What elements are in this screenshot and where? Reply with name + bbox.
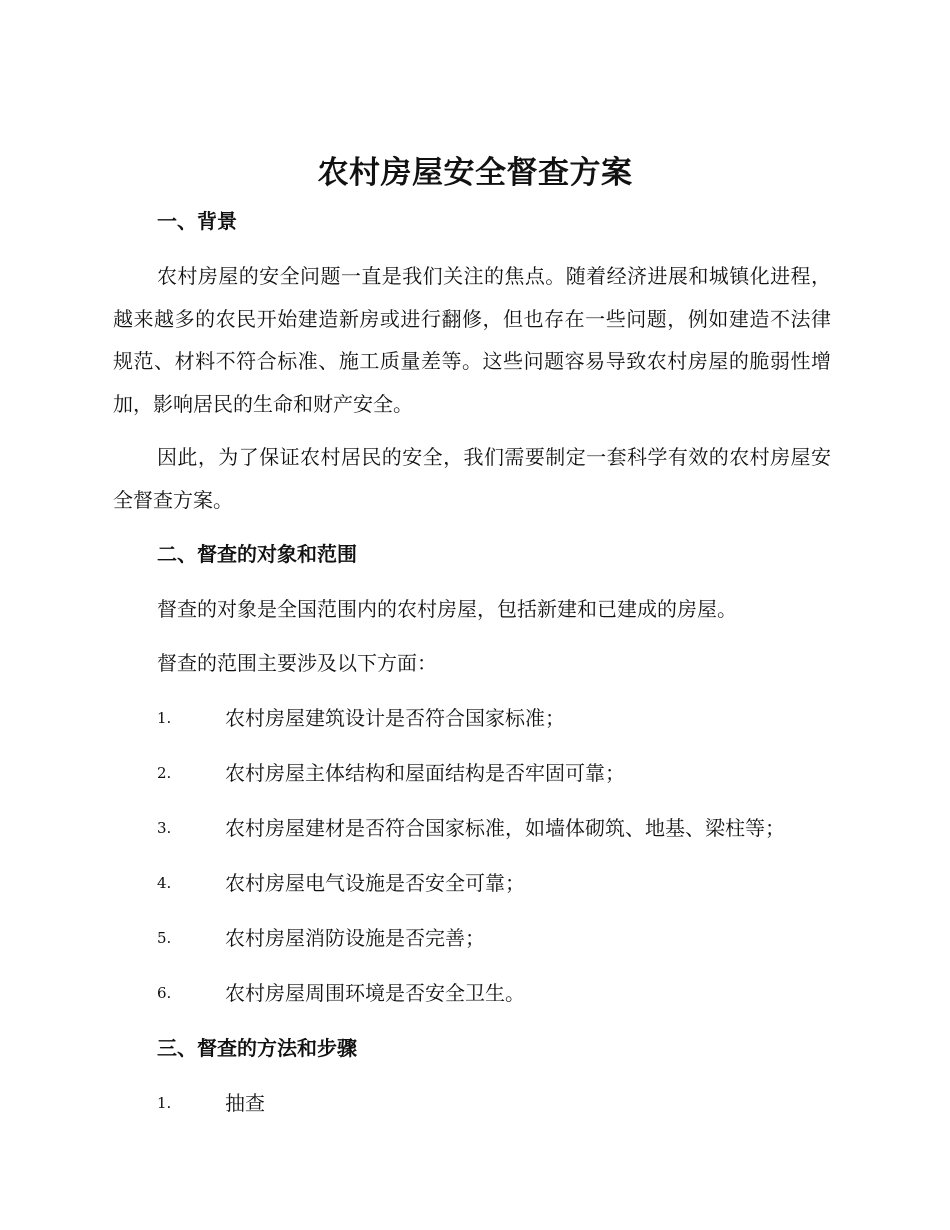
list-item-text: 农村房屋建筑设计是否符合国家标准； — [225, 706, 565, 730]
list-item-text: 抽查 — [225, 1091, 265, 1115]
list-item-number: 1. — [157, 709, 172, 727]
paragraph-scope-object: 督查的对象是全国范围内的农村房屋，包括新建和已建成的房屋。 — [157, 597, 737, 621]
list-item-text: 农村房屋建材是否符合国家标准，如墙体砌筑、地基、梁柱等； — [225, 816, 785, 840]
list-item-number: 1. — [157, 1094, 172, 1112]
list-item-text: 农村房屋主体结构和屋面结构是否牢固可靠； — [225, 761, 625, 785]
list-item-number: 5. — [157, 929, 172, 947]
list-item-text: 农村房屋电气设施是否安全可靠； — [225, 871, 525, 895]
list-item-number: 6. — [157, 984, 172, 1002]
paragraph-background-2: 因此，为了保证农村居民的安全，我们需要制定一套科学有效的农村房屋安全督查方案。 — [113, 445, 831, 512]
list-item-number: 4. — [157, 874, 172, 892]
section-heading-methods: 三、督查的方法和步骤 — [157, 1036, 357, 1060]
paragraph-background-1: 农村房屋的安全问题一直是我们关注的焦点。随着经济进展和城镇化进程，越来越多的农民开始建造新房或进行翻修，但也存在一些问题，例如建造不法律规范、材料不符合标准、施工质量差等。这些问题容易导致农村房屋的脆弱性增加，影响居民的生命和财产安全。 — [113, 264, 831, 416]
document-title: 农村房屋安全督查方案 — [317, 155, 633, 191]
list-item-number: 2. — [157, 764, 172, 782]
list-item-text: 农村房屋消防设施是否完善； — [225, 926, 485, 950]
paragraph-scope-range: 督查的范围主要涉及以下方面： — [157, 651, 437, 675]
list-item-text: 农村房屋周围环境是否安全卫生。 — [225, 981, 525, 1005]
section-heading-background: 一、背景 — [157, 209, 237, 233]
list-item-number: 3. — [157, 819, 172, 837]
section-heading-scope: 二、督查的对象和范围 — [157, 542, 357, 566]
